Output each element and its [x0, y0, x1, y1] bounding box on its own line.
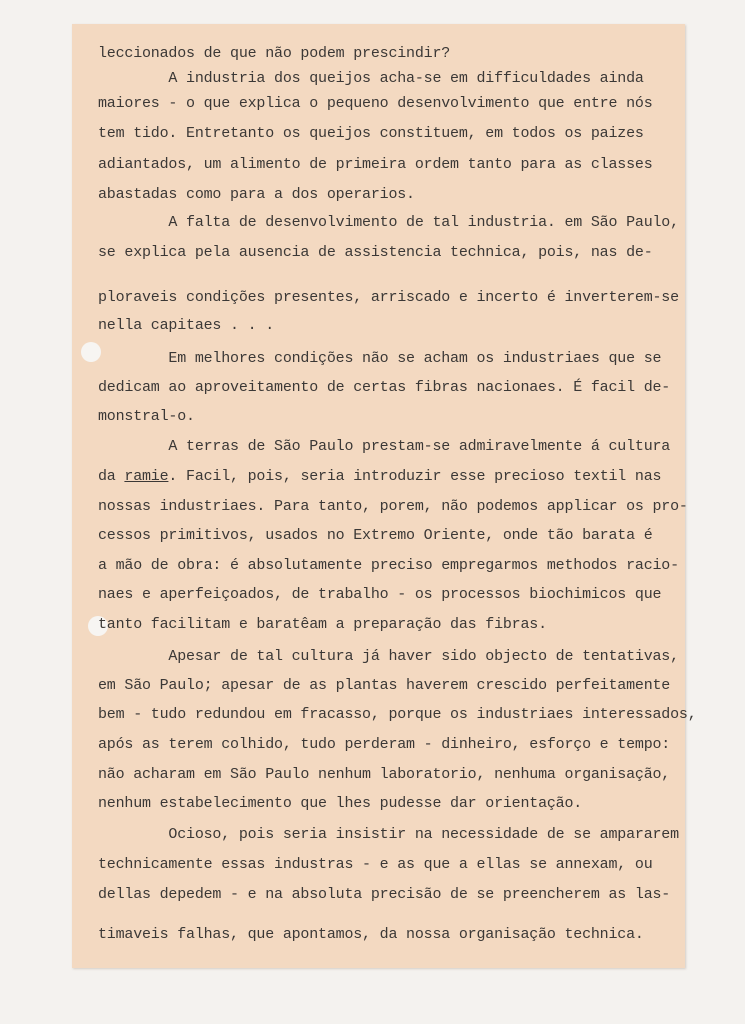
text-line: não acharam em São Paulo nenhum laboratorio, nenhuma organisação, [98, 766, 671, 783]
typed-page [72, 24, 697, 968]
ramie-prefix: da [98, 468, 125, 485]
text-line-ramie [98, 468, 661, 486]
text-line: tem tido. Entretanto os queijos constituem, em todos os paizes [98, 125, 644, 142]
text-line: após as terem colhido, tudo perderam - dinheiro, esforço e tempo: [98, 736, 671, 753]
text-line: a mão de obra: é absolutamente preciso empregarmos methodos racio- [98, 557, 679, 574]
text-line: ploraveis condições presentes, arriscado e incerto é inverterem-se [98, 289, 679, 306]
text-line: A falta de desenvolvimento de tal industria. em São Paulo, [98, 214, 679, 231]
text-line: A industria dos queijos acha-se em difficuldades ainda [98, 70, 644, 87]
text-line: se explica pela ausencia de assistencia technica, pois, nas de- [98, 244, 653, 261]
text-line: dedicam ao aproveitamento de certas fibras nacionaes. É facil de- [98, 379, 671, 396]
text-line: nenhum estabelecimento que lhes pudesse dar orientação. [98, 795, 583, 812]
text-line: nella capitaes . . . [98, 317, 275, 334]
ramie-suffix: . Facil, pois, seria introduzir esse precioso textil nas [168, 468, 662, 485]
text-line: abastadas como para a dos operarios. [98, 186, 415, 203]
text-line: naes e aperfeiçoados, de trabalho - os processos biochimicos que [98, 586, 662, 603]
text-line: Em melhores condições não se acham os industriaes que se [98, 350, 662, 367]
text-line: adiantados, um alimento de primeira ordem tanto para as classes [98, 156, 653, 173]
text-line: maiores - o que explica o pequeno desenvolvimento que entre nós [98, 95, 653, 112]
text-line: cessos primitivos, usados no Extremo Oriente, onde tão barata é [98, 527, 653, 544]
text-line: dellas depedem - e na absoluta precisão de se preencherem as las- [98, 886, 671, 903]
text-line: A terras de São Paulo prestam-se admiravelmente á cultura [98, 438, 671, 455]
text-line: bem - tudo redundou em fracasso, porque os industriaes interessados, [98, 706, 697, 723]
text-line: leccionados de que não podem prescindir? [98, 45, 451, 62]
text-line: tanto facilitam e baratêam a preparação das fibras. [98, 616, 547, 633]
text-line: Ocioso, pois seria insistir na necessidade de se ampararem [98, 826, 679, 843]
text-line: technicamente essas industras - e as que a ellas se annexam, ou [98, 856, 653, 873]
text-line: nossas industriaes. Para tanto, porem, não podemos applicar os pro- [98, 498, 688, 515]
text-line: monstral-o. [98, 408, 195, 425]
text-line: em São Paulo; apesar de as plantas haverem crescido perfeitamente [98, 677, 671, 694]
text-line: Apesar de tal cultura já haver sido objecto de tentativas, [98, 648, 679, 665]
ramie-underlined-word: ramie [124, 468, 169, 485]
text-line: timaveis falhas, que apontamos, da nossa organisação technica. [98, 926, 644, 943]
